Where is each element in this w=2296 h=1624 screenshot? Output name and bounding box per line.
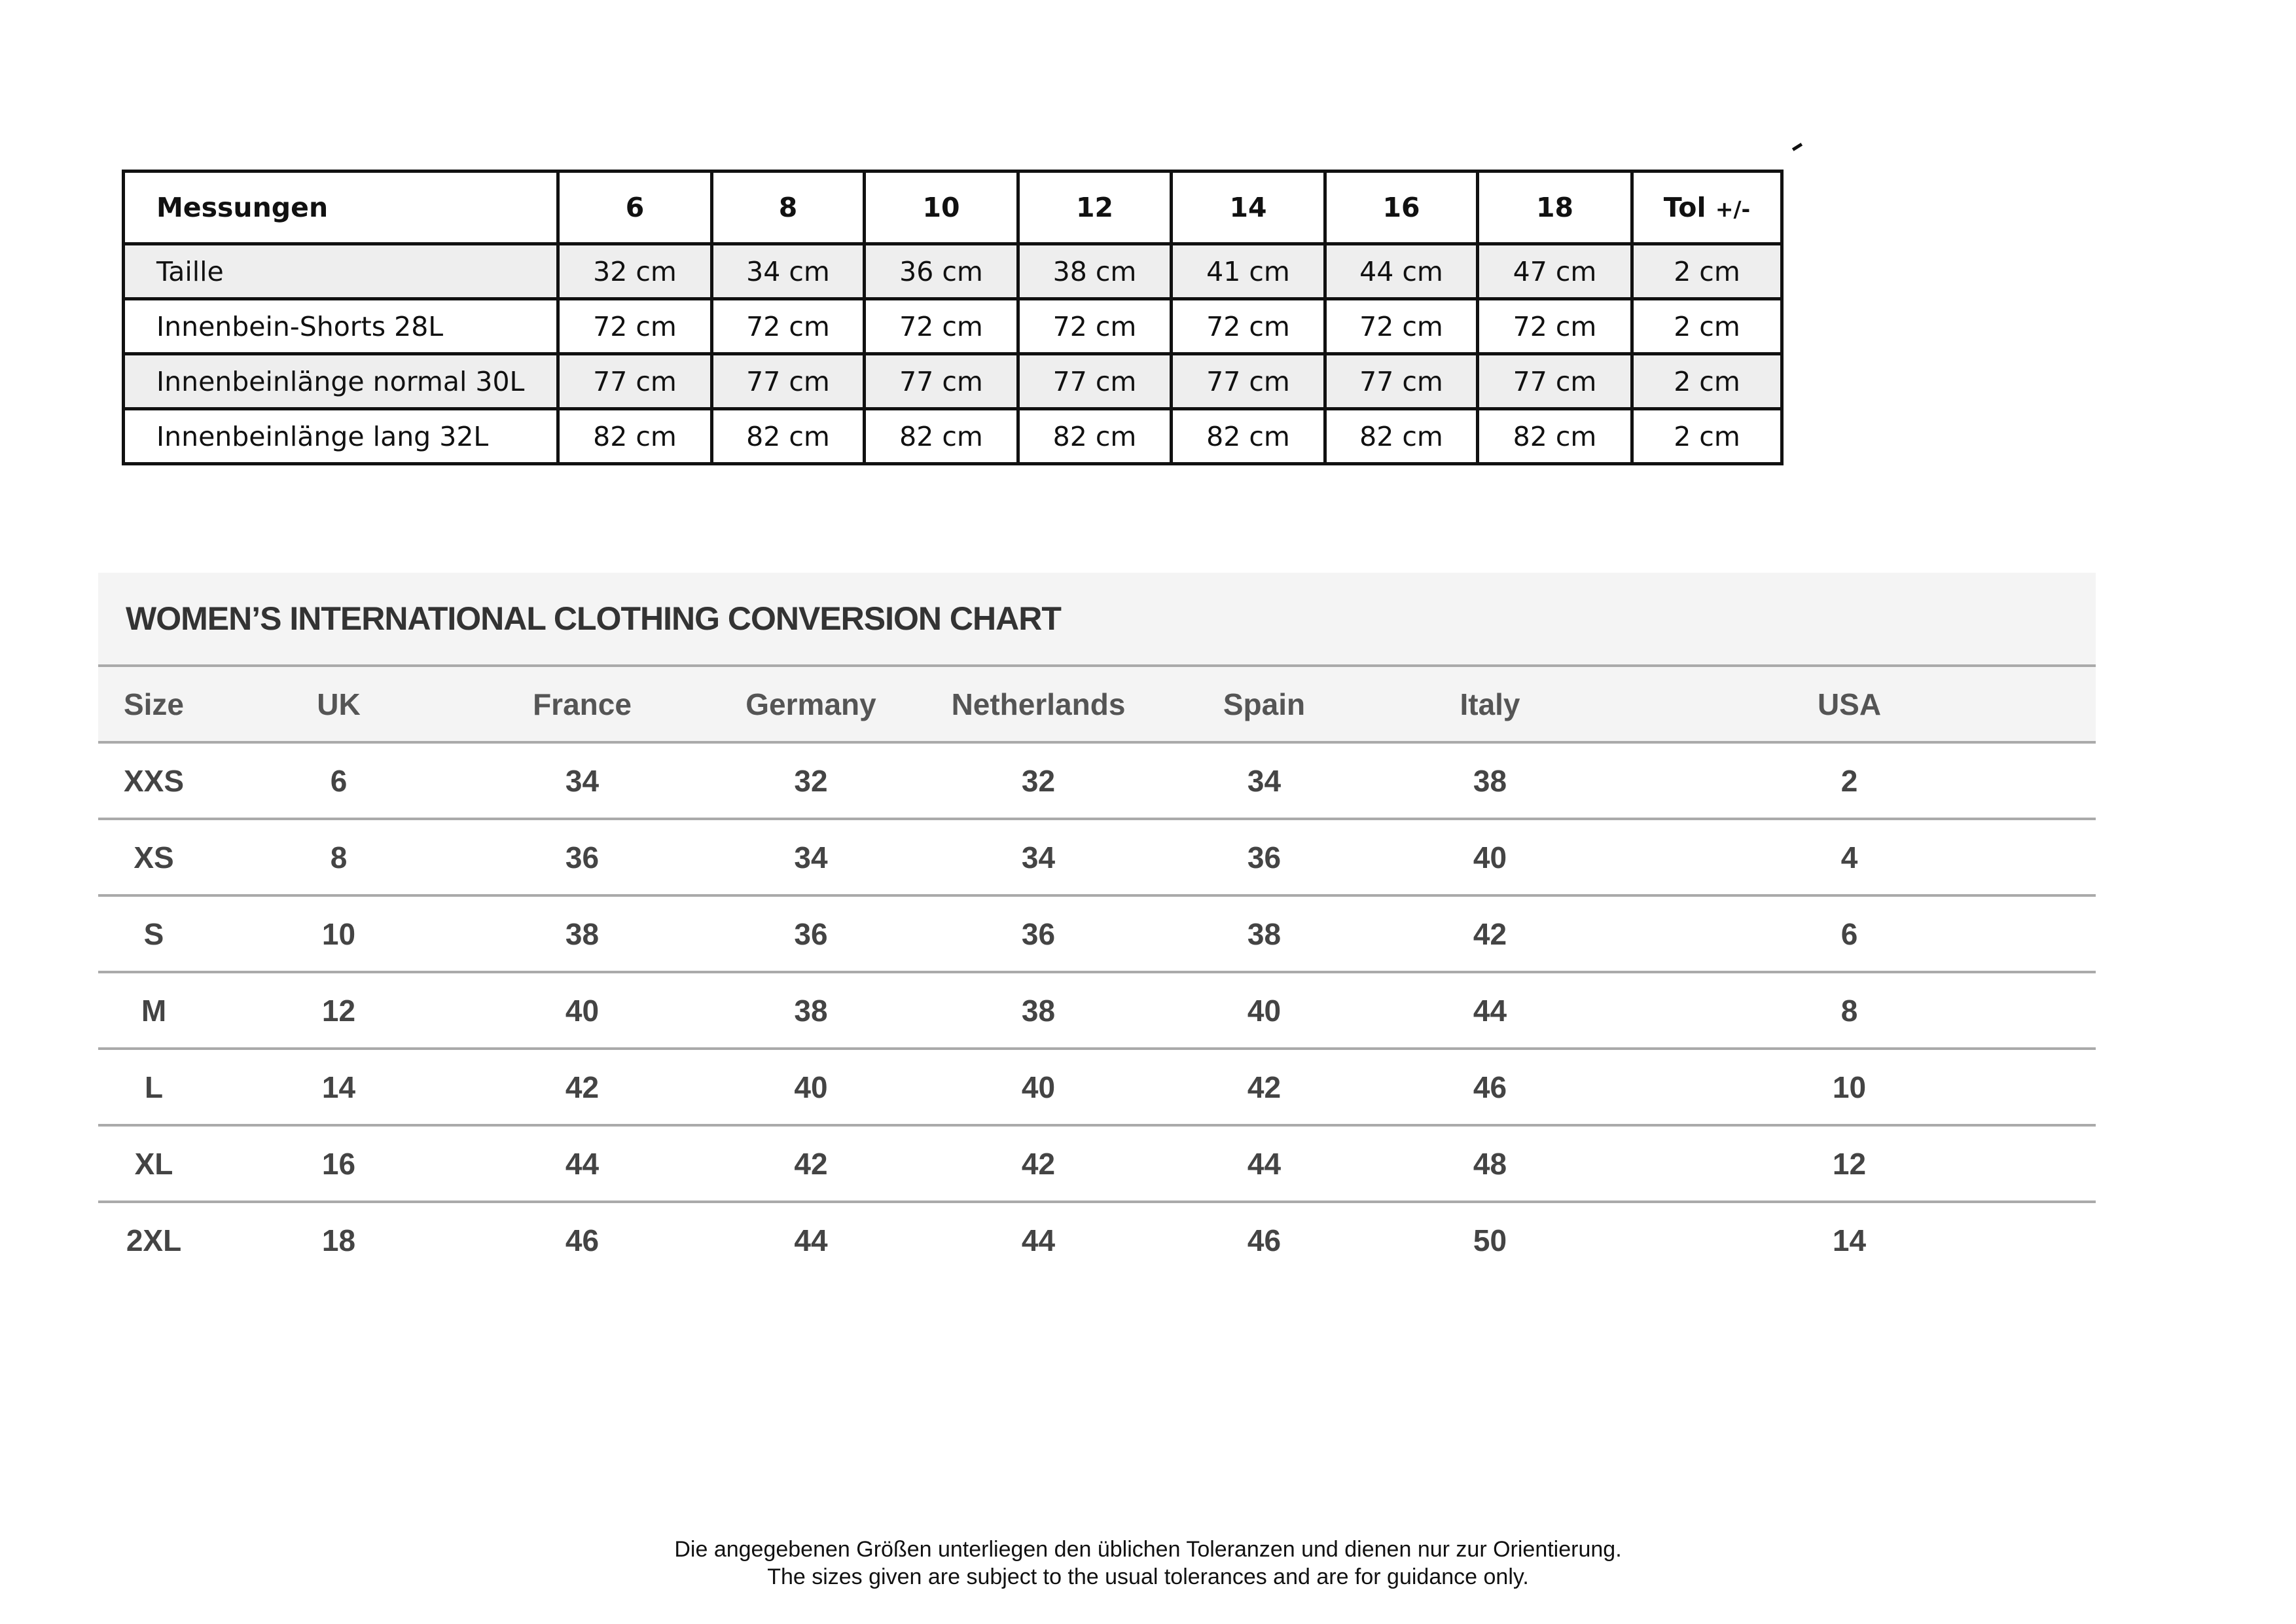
conversion-title-bar (98, 573, 2096, 664)
conversion-table (98, 664, 2096, 1277)
conversion-cell: 38 (925, 972, 1151, 1049)
conversion-cell: 14 (209, 1049, 468, 1125)
measurement-value: 72 cm (865, 299, 1018, 354)
tolerance-value: 2 cm (1632, 409, 1782, 464)
measurement-value: 77 cm (712, 354, 865, 409)
measurements-header-label: Messungen (124, 171, 558, 244)
conversion-row (98, 1049, 2096, 1125)
conversion-row (98, 1202, 2096, 1277)
conversion-cell: 44 (1377, 972, 1603, 1049)
conversion-cell: 40 (468, 972, 696, 1049)
footer-note (0, 1536, 2296, 1591)
conversion-cell: XL (98, 1125, 209, 1202)
measurement-value: 41 cm (1172, 244, 1325, 299)
conversion-cell: 42 (696, 1125, 925, 1202)
measurement-row (124, 244, 1782, 299)
size-header: 16 (1325, 171, 1478, 244)
conversion-cell: 40 (1377, 819, 1603, 895)
conversion-cell: 32 (925, 742, 1151, 819)
conversion-cell: L (98, 1049, 209, 1125)
conversion-cell: 42 (925, 1125, 1151, 1202)
size-header: 18 (1478, 171, 1632, 244)
conversion-cell: 6 (209, 742, 468, 819)
conversion-cell: 36 (696, 895, 925, 972)
measurement-label: Innenbein-Shorts 28L (124, 299, 558, 354)
measurement-value: 36 cm (865, 244, 1018, 299)
conversion-cell: M (98, 972, 209, 1049)
tolerance-header-label: Tol (1663, 192, 1706, 223)
measurement-value: 82 cm (558, 409, 712, 464)
conversion-cell: 2XL (126, 1223, 182, 1257)
measurement-value: 77 cm (1172, 354, 1325, 409)
size-header: 12 (1018, 171, 1172, 244)
conversion-header-row (98, 666, 2096, 742)
measurement-row (124, 354, 1782, 409)
tolerance-header-sign: +/- (1715, 196, 1751, 222)
conversion-cell: 8 (1603, 972, 2096, 1049)
conversion-cell: 36 (1151, 819, 1377, 895)
measurement-value: 82 cm (712, 409, 865, 464)
measurement-value: 82 cm (1478, 409, 1632, 464)
tolerance-header (1632, 171, 1782, 244)
conversion-cell: 6 (1603, 895, 2096, 972)
measurement-value: 72 cm (1325, 299, 1478, 354)
conversion-chart (98, 573, 2096, 1277)
conversion-column-header: Germany (696, 666, 925, 742)
conversion-cell: 44 (468, 1125, 696, 1202)
conversion-cell: 34 (696, 819, 925, 895)
conversion-cell: 10 (209, 895, 468, 972)
measurements-header-row (124, 171, 1782, 244)
conversion-cell: 34 (925, 819, 1151, 895)
measurement-value: 72 cm (1172, 299, 1325, 354)
conversion-cell: 16 (209, 1125, 468, 1202)
conversion-column-header: Netherlands (925, 666, 1151, 742)
tolerance-value: 2 cm (1632, 244, 1782, 299)
measurement-value: 77 cm (1018, 354, 1172, 409)
conversion-cell: 8 (209, 819, 468, 895)
conversion-cell: 40 (925, 1049, 1151, 1125)
measurement-value: 77 cm (1478, 354, 1632, 409)
conversion-cell: XS (98, 819, 209, 895)
conversion-cell: 42 (1151, 1049, 1377, 1125)
footer-line-german: Die angegebenen Größen unterliegen den üblichen Toleranzen und dienen nur zur Orientierung. (674, 1537, 1622, 1562)
conversion-cell: 10 (1603, 1049, 2096, 1125)
measurement-value: 77 cm (865, 354, 1018, 409)
conversion-cell: 46 (1377, 1049, 1603, 1125)
conversion-cell: 18 (321, 1223, 356, 1257)
conversion-cell: 36 (925, 895, 1151, 972)
measurement-label: Innenbeinlänge lang 32L (124, 409, 558, 464)
conversion-cell: 14 (1832, 1223, 1867, 1257)
conversion-cell: 40 (1151, 972, 1377, 1049)
tolerance-value: 2 cm (1632, 299, 1782, 354)
conversion-title: WOMEN’S INTERNATIONAL CLOTHING CONVERSION CHART (126, 600, 1061, 637)
conversion-cell: 44 (794, 1223, 828, 1257)
conversion-cell: 38 (468, 895, 696, 972)
conversion-cell: 42 (468, 1049, 696, 1125)
measurement-value: 77 cm (558, 354, 712, 409)
conversion-cell: 32 (696, 742, 925, 819)
measurement-value: 47 cm (1478, 244, 1632, 299)
conversion-column-header: Italy (1377, 666, 1603, 742)
conversion-cell: 42 (1377, 895, 1603, 972)
conversion-row (98, 742, 2096, 819)
conversion-cell: S (98, 895, 209, 972)
measurement-label: Taille (124, 244, 558, 299)
conversion-cell: 46 (565, 1223, 600, 1257)
size-header: 8 (712, 171, 865, 244)
conversion-cell: 40 (696, 1049, 925, 1125)
measurement-value: 72 cm (712, 299, 865, 354)
conversion-cell: 34 (468, 742, 696, 819)
measurement-value: 38 cm (1018, 244, 1172, 299)
measurement-value: 82 cm (1018, 409, 1172, 464)
measurement-value: 77 cm (1325, 354, 1478, 409)
conversion-column-header: France (468, 666, 696, 742)
conversion-cell: 2 (1603, 742, 2096, 819)
conversion-cell: 38 (696, 972, 925, 1049)
measurement-value: 72 cm (1018, 299, 1172, 354)
size-header: 10 (865, 171, 1018, 244)
conversion-column-header: Size (98, 666, 209, 742)
conversion-cell: 44 (1151, 1125, 1377, 1202)
measurement-row (124, 409, 1782, 464)
footer-line-english: The sizes given are subject to the usual tolerances and are for guidance only. (767, 1564, 1529, 1589)
measurements-table (122, 170, 1784, 465)
conversion-column-header: USA (1603, 666, 2096, 742)
measurements-body (124, 244, 1782, 464)
measurement-value: 82 cm (1172, 409, 1325, 464)
measurement-value: 34 cm (712, 244, 865, 299)
conversion-cell: 12 (1603, 1125, 2096, 1202)
conversion-body (98, 742, 2096, 1277)
conversion-cell: 4 (1603, 819, 2096, 895)
stray-mark (1792, 143, 1803, 151)
measurement-label: Innenbeinlänge normal 30L (124, 354, 558, 409)
measurement-value: 44 cm (1325, 244, 1478, 299)
conversion-cell: 44 (1021, 1223, 1056, 1257)
measurement-value: 72 cm (1478, 299, 1632, 354)
conversion-cell: 12 (209, 972, 468, 1049)
conversion-cell: 38 (1151, 895, 1377, 972)
conversion-cell: 46 (1247, 1223, 1282, 1257)
conversion-column-header: UK (209, 666, 468, 742)
measurement-value: 82 cm (865, 409, 1018, 464)
conversion-cell: XXS (98, 742, 209, 819)
measurement-row (124, 299, 1782, 354)
conversion-column-header: Spain (1151, 666, 1377, 742)
measurement-value: 72 cm (558, 299, 712, 354)
measurement-value: 32 cm (558, 244, 712, 299)
conversion-cell: 36 (468, 819, 696, 895)
conversion-row (98, 1125, 2096, 1202)
measurement-value: 82 cm (1325, 409, 1478, 464)
conversion-cell: 50 (1473, 1223, 1507, 1257)
tolerance-value: 2 cm (1632, 354, 1782, 409)
conversion-row (98, 819, 2096, 895)
conversion-row (98, 972, 2096, 1049)
conversion-cell: 34 (1151, 742, 1377, 819)
size-header: 6 (558, 171, 712, 244)
conversion-cell: 48 (1377, 1125, 1603, 1202)
conversion-row (98, 895, 2096, 972)
size-header: 14 (1172, 171, 1325, 244)
conversion-cell: 38 (1377, 742, 1603, 819)
